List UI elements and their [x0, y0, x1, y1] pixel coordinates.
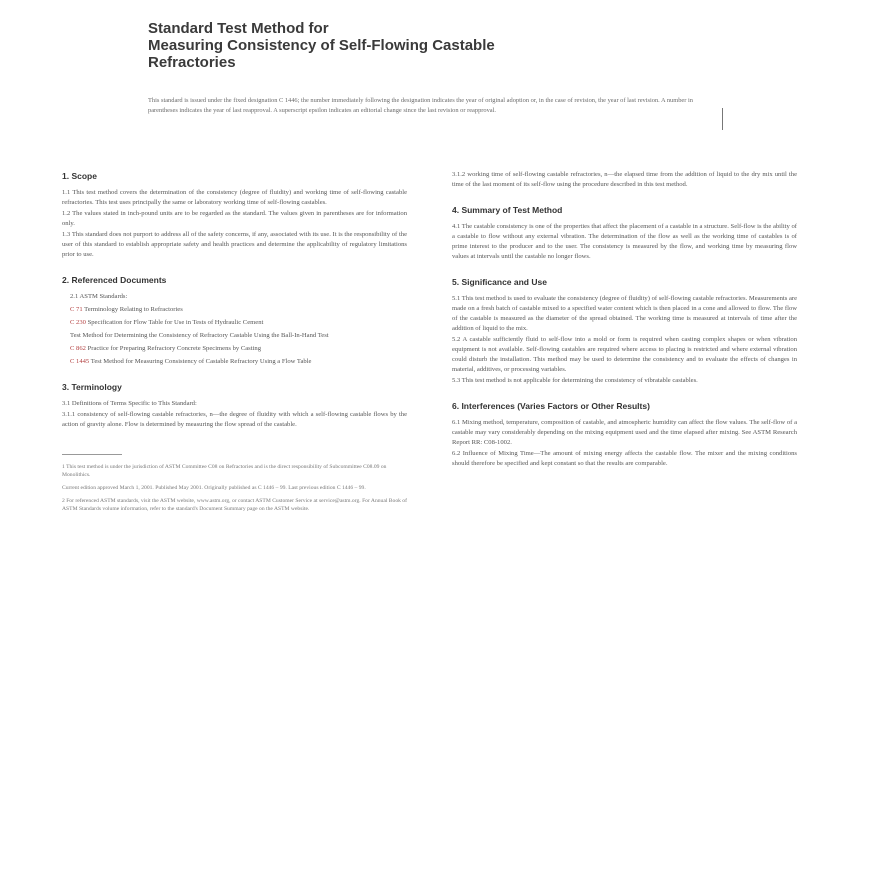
footnote: 2 For referenced ASTM standards, visit the ASTM website, www.astm.org, or contact ASTM Customer Service at service@astm.org. For Annual Book of ASTM Standards volume information, refer to the standard's Document Summary page on the ASTM website. — [62, 498, 407, 512]
title-line: Refractories — [148, 54, 236, 71]
reference-item — [70, 305, 407, 315]
title-line: Standard Test Method for — [148, 20, 329, 37]
reference-item — [70, 344, 407, 354]
section-heading: 3. Terminology — [62, 382, 122, 392]
paragraph: 5.3 This test method is not applicable for determining the consistency of vibratable castables. — [452, 377, 698, 384]
reference-text: Test Method for Determining the Consistency of Refractory Castable Using the Ball-In-Hand Test — [70, 332, 329, 339]
revision-bar — [722, 108, 723, 130]
paragraph: 1.1 This test method covers the determination of the consistency (degree of fluidity) and working time of self-flowing castable refractories. This test uses principally the same or laboratory working time of self-flowing castables. — [62, 189, 407, 206]
reference-text: Specification for Flow Table for Use in Tests of Hydraulic Cement — [87, 319, 264, 326]
reference-text: Terminology Relating to Refractories — [84, 306, 183, 313]
reference-code[interactable]: C 862 — [70, 345, 86, 352]
reference-text: Test Method for Measuring Consistency of Castable Refractory Using a Flow Table — [90, 358, 312, 365]
section-heading: 4. Summary of Test Method — [452, 205, 563, 215]
section-heading: 2. Referenced Documents — [62, 275, 167, 285]
title-line: Measuring Consistency of Self-Flowing Castable — [148, 37, 495, 54]
paragraph: 5.2 A castable sufficiently fluid to self-flow into a mold or form is required when casting complex shapes or when vibration equipment is not available. Self-flowing castables are required where access to placing is restricted and where external vibration could disturb the installation. This method may be used to determine the consistency and to evaluate the effects of changes in material, additives, or processing variables. — [452, 336, 797, 373]
paragraph: 3.1 Definitions of Terms Specific to This Standard: — [62, 400, 197, 407]
paragraph: 6.2 Influence of Mixing Time—The amount of mixing energy affects the castable flow. The mixer and the mixing conditions should therefore be specified and kept constant so that the results are comparable. — [452, 450, 797, 467]
left-column — [62, 170, 407, 518]
right-column — [452, 170, 797, 470]
reference-text: Practice for Preparing Refractory Concrete Specimens by Casting — [87, 345, 261, 352]
paragraph: 3.1.2 working time of self-flowing castable refractories, n—the elapsed time from the addition of liquid to the dry mix until the time of the last moment of its self-flow using the procedure described in this test method. — [452, 171, 797, 188]
document-title — [148, 20, 668, 71]
footnote: Current edition approved March 1, 2001. Published May 2001. Originally published as C 1446 – 99. Last previous edition C 1446 – 99. — [62, 485, 366, 491]
paragraph: 1.2 The values stated in inch-pound units are to be regarded as the standard. The values given in parentheses are for information only. — [62, 210, 407, 227]
footnote: 1 This test method is under the jurisdiction of ASTM Committee C08 on Refractories and is the direct responsibility of Subcommittee C08.09 on Monolithics. — [62, 464, 387, 478]
reference-text: 2.1 ASTM Standards: — [70, 293, 128, 300]
reference-item — [70, 331, 407, 341]
paragraph: 5.1 This test method is used to evaluate the consistency (degree of fluidity) of self-flowing castable refractories. Measurements are made on a fresh batch of castable mixed to a specified water content which is then placed in a cone and allowed to flow. The flow of the castable is measured as the diameter of the spread obtained. The working time is measured at intervals of time after the addition of liquid to the mix. — [452, 295, 797, 332]
reference-code[interactable]: C 230 — [70, 319, 86, 326]
section-heading: 6. Interferences (Varies Factors or Other Results) — [452, 401, 650, 411]
abstract: This standard is issued under the fixed designation C 1446; the number immediately following the designation indicates the year of original adoption or, in the case of revision, the year of last revision. A number in parentheses indicates the year of last reapproval. A superscript epsilon indicates an editorial change since the last revision or reapproval. — [148, 97, 693, 114]
section-heading: 5. Significance and Use — [452, 277, 547, 287]
paragraph: 1.3 This standard does not purport to address all of the safety concerns, if any, associated with its use. It is the responsibility of the user of this standard to establish appropriate safety and health practices and determine the applicability of regulatory limitations prior to use. — [62, 231, 407, 258]
footnote-rule — [62, 454, 122, 455]
paragraph: 3.1.1 consistency of self-flowing castable refractories, n—the degree of fluidity with which a self-flowing castable flows by the action of gravity alone. Flow is determined by measuring the flow spread of the castable. — [62, 411, 407, 428]
reference-code[interactable]: C 71 — [70, 306, 83, 313]
reference-item — [70, 318, 407, 328]
section-heading: 1. Scope — [62, 171, 97, 181]
reference-item — [70, 292, 407, 302]
paragraph: 4.1 The castable consistency is one of the properties that affect the placement of a castable in a structure. Self-flow is the ability of a castable to flow without any external vibration. The determination of the flow as well as the working time of castables is of prime interest to the producer and to the user. The consistency is measured by the flow, and working time by measuring flow values at intervals until the castable no longer flows. — [452, 223, 797, 260]
reference-code[interactable]: C 1445 — [70, 358, 90, 365]
paragraph: 6.1 Mixing method, temperature, composition of castable, and atmospheric humidity can affect the flow values. The self-flow of a castable may vary considerably depending on the mixing equipment used and the time elapsed after mixing. See ASTM Research Report RR: C08-1002. — [452, 419, 797, 446]
reference-item — [70, 357, 407, 367]
